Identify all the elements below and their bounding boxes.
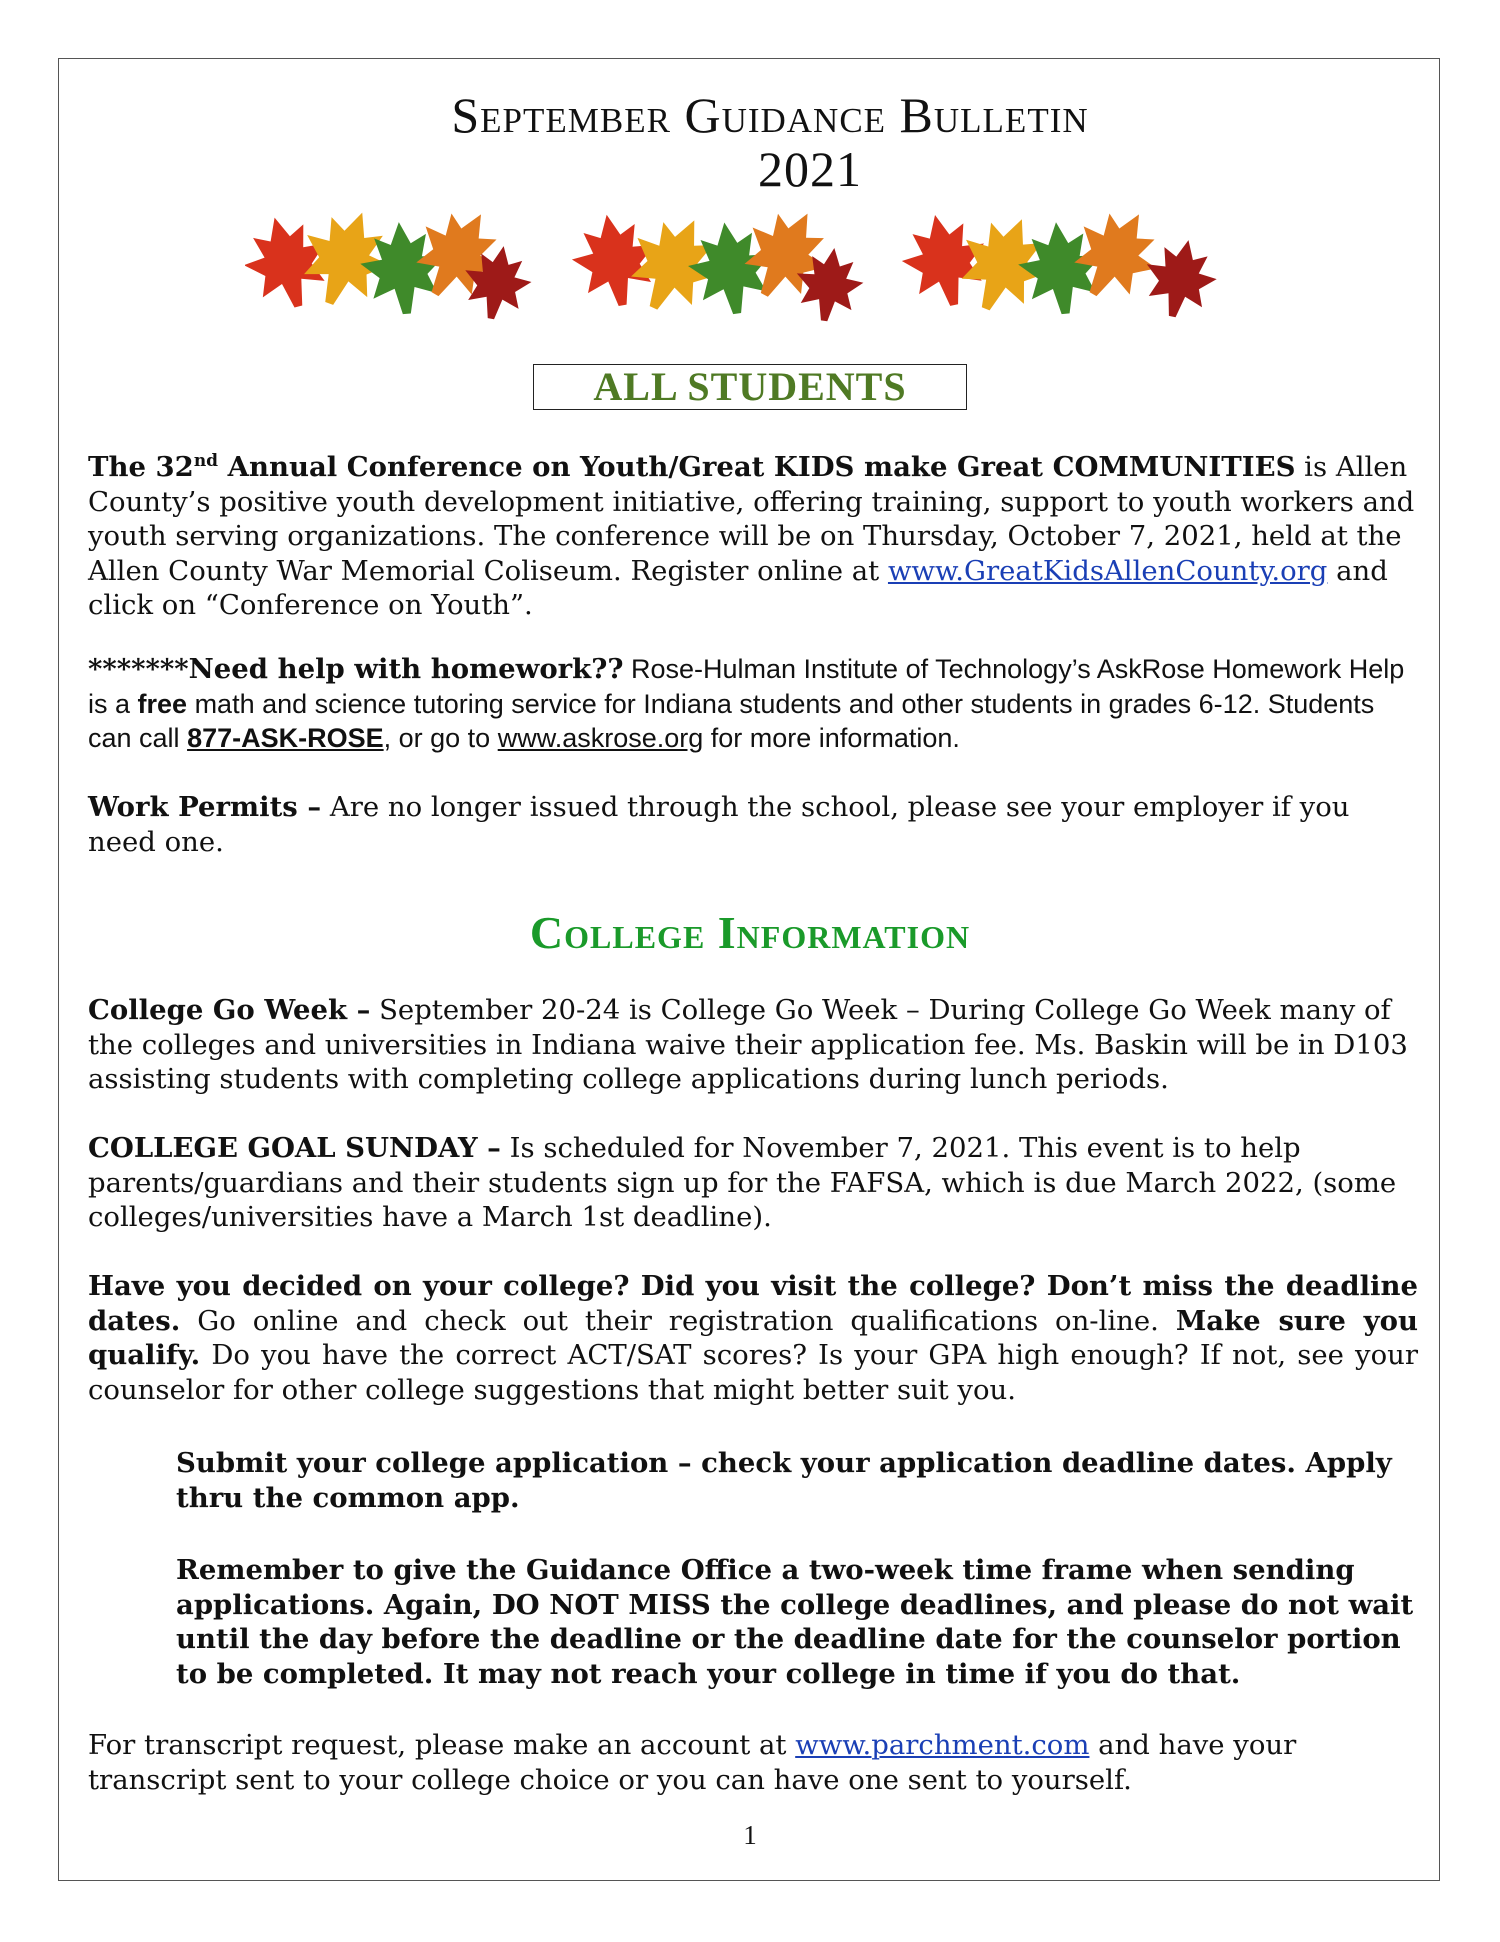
- conference-paragraph: The 32nd Annual Conference on Youth/Great KIDS make Great COMMUNITIES is Allen County’s positive youth development initiative, offering training, support to youth workers and youth serving organizations. The conference will be on Thursday, October 7, 2021, held at the Allen County War Memorial Coliseum. Register online at www.GreatKidsAllenCounty.org and click on “Conference on Youth”.: [88, 451, 1415, 622]
- askrose-link[interactable]: www.askrose.org: [497, 723, 704, 753]
- bulletin-year: 2021: [758, 141, 862, 197]
- work-permits-paragraph: Work Permits – Are no longer issued through the school, please see your employer if you need one.: [88, 791, 1350, 858]
- college-go-week-paragraph: College Go Week – September 20-24 is College Go Week – During College Go Week many of the colleges and universities in Indiana waive their application fee. Ms. Baskin will be in D103 assisting students with completing college applications during lunch periods.: [88, 994, 1408, 1095]
- autumn-leaves-banner: [245, 196, 1255, 326]
- all-students-heading-box: [533, 364, 967, 410]
- leaf-cluster-2: [565, 196, 867, 326]
- transcript-paragraph: For transcript request, please make an account at www.parchment.com and have your transcript sent to your college choice or you can have one sent to yourself.: [88, 1729, 1297, 1796]
- college-decision-paragraph: Have you decided on your college? Did you visit the college? Don’t miss the deadline dates. Go online and check out their registration qualifications on-line. Make sure you qualify. Do you have the correct ACT/SAT scores? Is your GPA high enough? If not, see your counselor for other college suggestions that might better suit you.: [88, 1270, 1418, 1406]
- parchment-link[interactable]: www.parchment.com: [795, 1729, 1090, 1761]
- bulletin-title: September Guidance Bulletin: [451, 87, 1089, 143]
- leaf-cluster-1: [245, 196, 537, 324]
- college-goal-sunday-paragraph: COLLEGE GOAL SUNDAY – Is scheduled for November 7, 2021. This event is to help parents/guardians and their students sign up for the FAFSA, which is due March 2022, (some colleges/universities have a March 1st deadline).: [88, 1132, 1397, 1233]
- page-number: 1: [743, 1820, 757, 1850]
- guidance-office-reminder: Remember to give the Guidance Office a two-week time frame when sending applications. Again, DO NOT MISS the college deadlines, and please do not wait until the day before the deadline or the deadline date for the counselor portion to be completed. It may not reach your college in time if you do that.: [176, 1554, 1414, 1690]
- submit-application-paragraph: Submit your college application – check your application deadline dates. Apply thru the common app.: [176, 1447, 1392, 1514]
- leaf-cluster-3: [894, 196, 1223, 325]
- askrose-phone[interactable]: 877-ASK-ROSE: [187, 723, 384, 753]
- great-kids-link[interactable]: www.GreatKidsAllenCounty.org: [887, 554, 1328, 587]
- homework-help-paragraph: *******Need help with homework?? Rose-Hulman Institute of Technology’s AskRose Homework Help is a free math and science tutoring service for Indiana students and other students in grades 6-12. Students can call 877-ASK-ROSE, or go to www.askrose.org for more information.: [88, 653, 1405, 753]
- college-information-heading: College Information: [529, 907, 971, 958]
- all-students-heading: ALL STUDENTS: [593, 364, 907, 409]
